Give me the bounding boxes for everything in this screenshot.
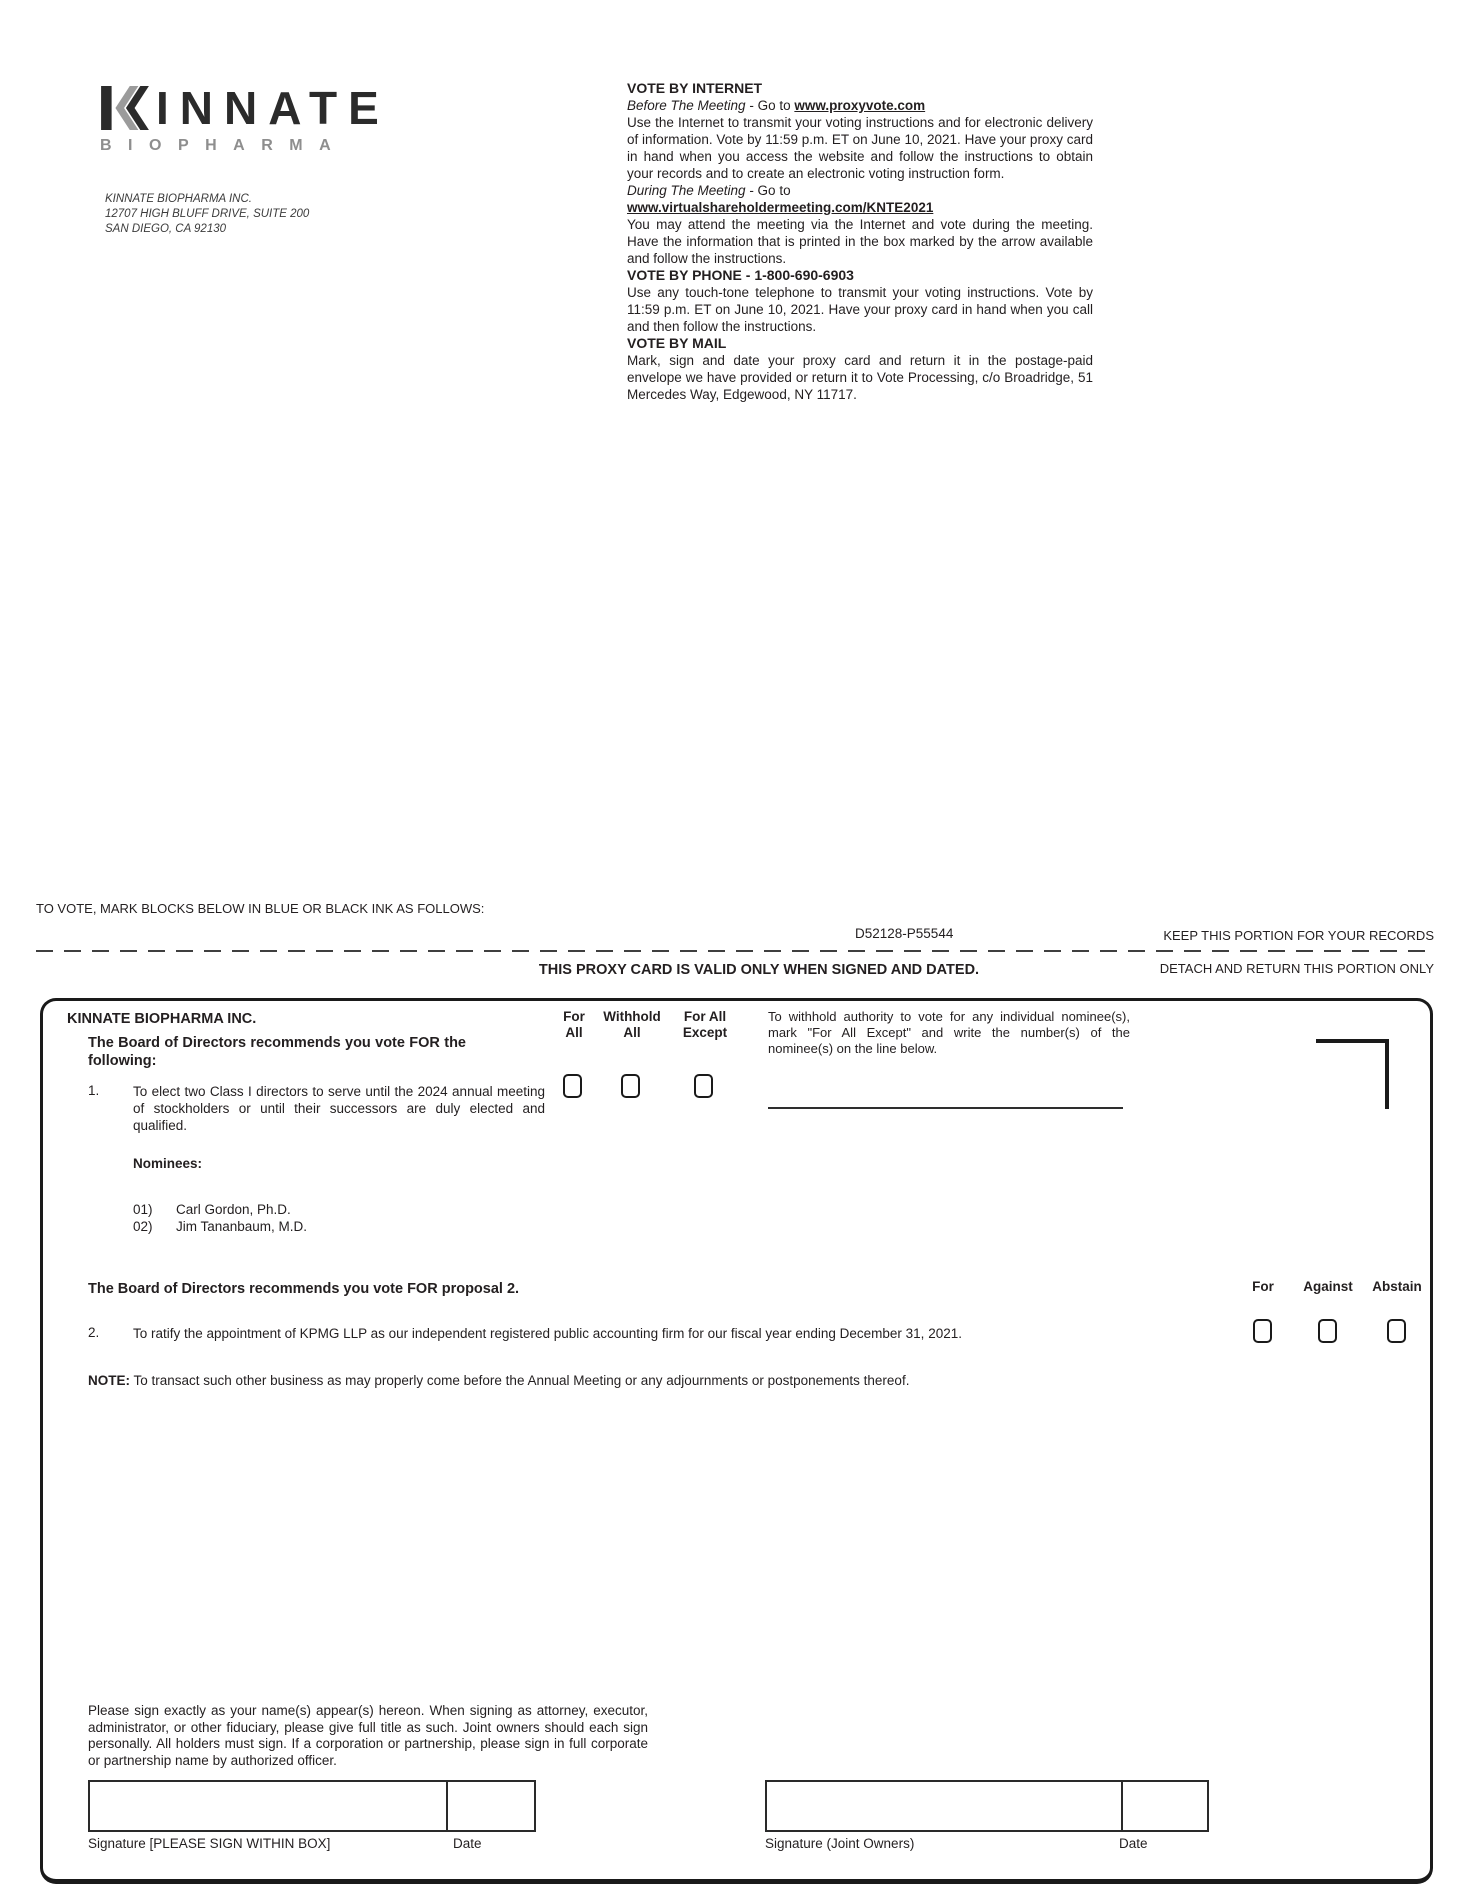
nominee-1-name: Carl Gordon, Ph.D. [176, 1202, 291, 1217]
corner-arrow-mark [1316, 1039, 1389, 1109]
signature-box-joint[interactable] [765, 1780, 1209, 1832]
nominees-label: Nominees: [133, 1156, 203, 1171]
control-number: D52128-P55544 [855, 926, 954, 941]
note-line [88, 1373, 909, 1388]
sign-instructions: Please sign exactly as your name(s) appear(s) hereon. When signing as attorney, executor, administrator, or other fiduciary, please give full title as such. Joint owners should each sign personally. All holders must sign. If a corporation or partnership, please sign in full corporate or partnership name by authorized officer. [88, 1703, 648, 1768]
date-label-joint: Date [1119, 1836, 1148, 1851]
proposal-1-text: To elect two Class I directors to serve until the 2024 annual meeting of stockholders or until their successors are duly elected and qualified. [133, 1084, 545, 1133]
nominee-2-number: 02) [133, 1219, 153, 1234]
detach-return-note: DETACH AND RETURN THIS PORTION ONLY [1159, 961, 1434, 976]
before-meeting-line [627, 97, 1093, 114]
address-line-3: SAN DIEGO, CA 92130 [105, 223, 227, 235]
during-meeting-paragraph: You may attend the meeting via the Internet and vote during the meeting. Have the information that is printed in the box marked by the arrow available and follow the instructions. [627, 217, 1093, 266]
during-meeting-label: During The Meeting [627, 183, 746, 198]
valid-when-signed-note: THIS PROXY CARD IS VALID ONLY WHEN SIGNED AND DATED. [538, 962, 980, 978]
before-meeting-label: Before The Meeting [627, 98, 746, 113]
checkbox-withhold-all[interactable] [621, 1074, 640, 1098]
signature-field-primary[interactable] [90, 1782, 446, 1830]
address-line-1: KINNATE BIOPHARMA INC. [105, 193, 252, 205]
nominee-1-number: 01) [133, 1202, 153, 1217]
checkbox-p2-abstain[interactable] [1387, 1319, 1406, 1343]
column-header-withhold-all: Withhold All [603, 1009, 661, 1040]
date-field-primary[interactable] [446, 1782, 534, 1830]
date-label-primary: Date [453, 1836, 482, 1851]
note-label: NOTE: [88, 1373, 130, 1388]
ballot-box [40, 998, 1433, 1884]
mail-paragraph: Mark, sign and date your proxy card and return it in the postage-paid envelope we have provided or return it to Vote Processing, c/o Broadridge, 51 Mercedes Way, Edgewood, NY 11717. [627, 353, 1093, 402]
vote-by-phone-heading: VOTE BY PHONE - 1-800-690-6903 [627, 267, 854, 283]
mark-blocks-instruction: TO VOTE, MARK BLOCKS BELOW IN BLUE OR BLACK INK AS FOLLOWS: [36, 901, 485, 916]
column-header-for: For [1252, 1279, 1274, 1294]
for-all-except-write-line[interactable] [768, 1107, 1123, 1109]
logo-subtext: BIOPHARMA [100, 137, 348, 154]
voting-instructions [627, 80, 1093, 403]
keep-portion-note: KEEP THIS PORTION FOR YOUR RECORDS [1163, 928, 1434, 943]
during-meeting-sep: - Go to [745, 183, 791, 198]
before-meeting-sep: - Go to [745, 98, 795, 113]
logo-brand-text: INNATE [156, 82, 390, 134]
proposal-1-number: 1. [88, 1083, 100, 1098]
phone-paragraph: Use any touch-tone telephone to transmit your voting instructions. Vote by 11:59 p.m. ET on June 10, 2021. Have your proxy card in hand when you call and then follow the instructions. [627, 285, 1093, 334]
checkbox-for-all[interactable] [563, 1074, 582, 1098]
kinnate-logo [100, 82, 390, 155]
board-recommendation-2: The Board of Directors recommends you vote FOR proposal 2. [88, 1281, 520, 1297]
checkbox-for-all-except[interactable] [694, 1074, 713, 1098]
checkbox-p2-for[interactable] [1253, 1319, 1272, 1343]
proxyvote-link[interactable]: www.proxyvote.com [794, 98, 926, 113]
proposal-2-number: 2. [88, 1325, 100, 1340]
withhold-authority-note: To withhold authority to vote for any individual nominee(s), mark "For All Except" and write the number(s) of the nominee(s) on the line below. [768, 1009, 1130, 1056]
nominee-row [133, 1201, 307, 1218]
company-address [105, 192, 309, 237]
nominees-list [133, 1201, 307, 1235]
vote-by-mail-heading: VOTE BY MAIL [627, 335, 727, 351]
during-meeting-line [627, 182, 1093, 216]
vote-by-internet-heading: VOTE BY INTERNET [627, 80, 763, 96]
nominee-2-name: Jim Tananbaum, M.D. [176, 1219, 308, 1234]
column-header-against: Against [1303, 1279, 1353, 1294]
detach-dashed-line [36, 950, 1434, 952]
board-recommendation-1: The Board of Directors recommends you vote FOR the following: [88, 1035, 466, 1069]
address-line-2: 12707 HIGH BLUFF DRIVE, SUITE 200 [105, 208, 310, 220]
column-header-abstain: Abstain [1372, 1279, 1422, 1294]
proposal-2-text: To ratify the appointment of KPMG LLP as our independent registered public accounting firm for our fiscal year ending December 31, 2021. [133, 1326, 962, 1341]
kinnate-logo-mark [100, 86, 150, 130]
signature-label-primary: Signature [PLEASE SIGN WITHIN BOX] [88, 1836, 331, 1851]
ballot-company-name: KINNATE BIOPHARMA INC. [67, 1011, 257, 1027]
note-text: To transact such other business as may properly come before the Annual Meeting or any adjournments or postponements thereof. [130, 1373, 910, 1388]
virtual-meeting-link[interactable]: www.virtualshareholdermeeting.com/KNTE2021 [627, 200, 934, 215]
checkbox-p2-against[interactable] [1318, 1319, 1337, 1343]
nominee-row [133, 1218, 307, 1235]
signature-box-primary[interactable] [88, 1780, 536, 1832]
signature-field-joint[interactable] [767, 1782, 1121, 1830]
date-field-joint[interactable] [1121, 1782, 1207, 1830]
column-header-for-all-except: For All Except [682, 1009, 728, 1040]
internet-paragraph: Use the Internet to transmit your voting instructions and for electronic delivery of information. Vote by 11:59 p.m. ET on June 10, 2021. Have your proxy card in hand when you access the website and follow the instructions to obtain your records and to create an electronic voting instruction form. [627, 115, 1093, 181]
signature-label-joint: Signature (Joint Owners) [765, 1836, 915, 1851]
column-header-for-all: For All [563, 1009, 585, 1040]
